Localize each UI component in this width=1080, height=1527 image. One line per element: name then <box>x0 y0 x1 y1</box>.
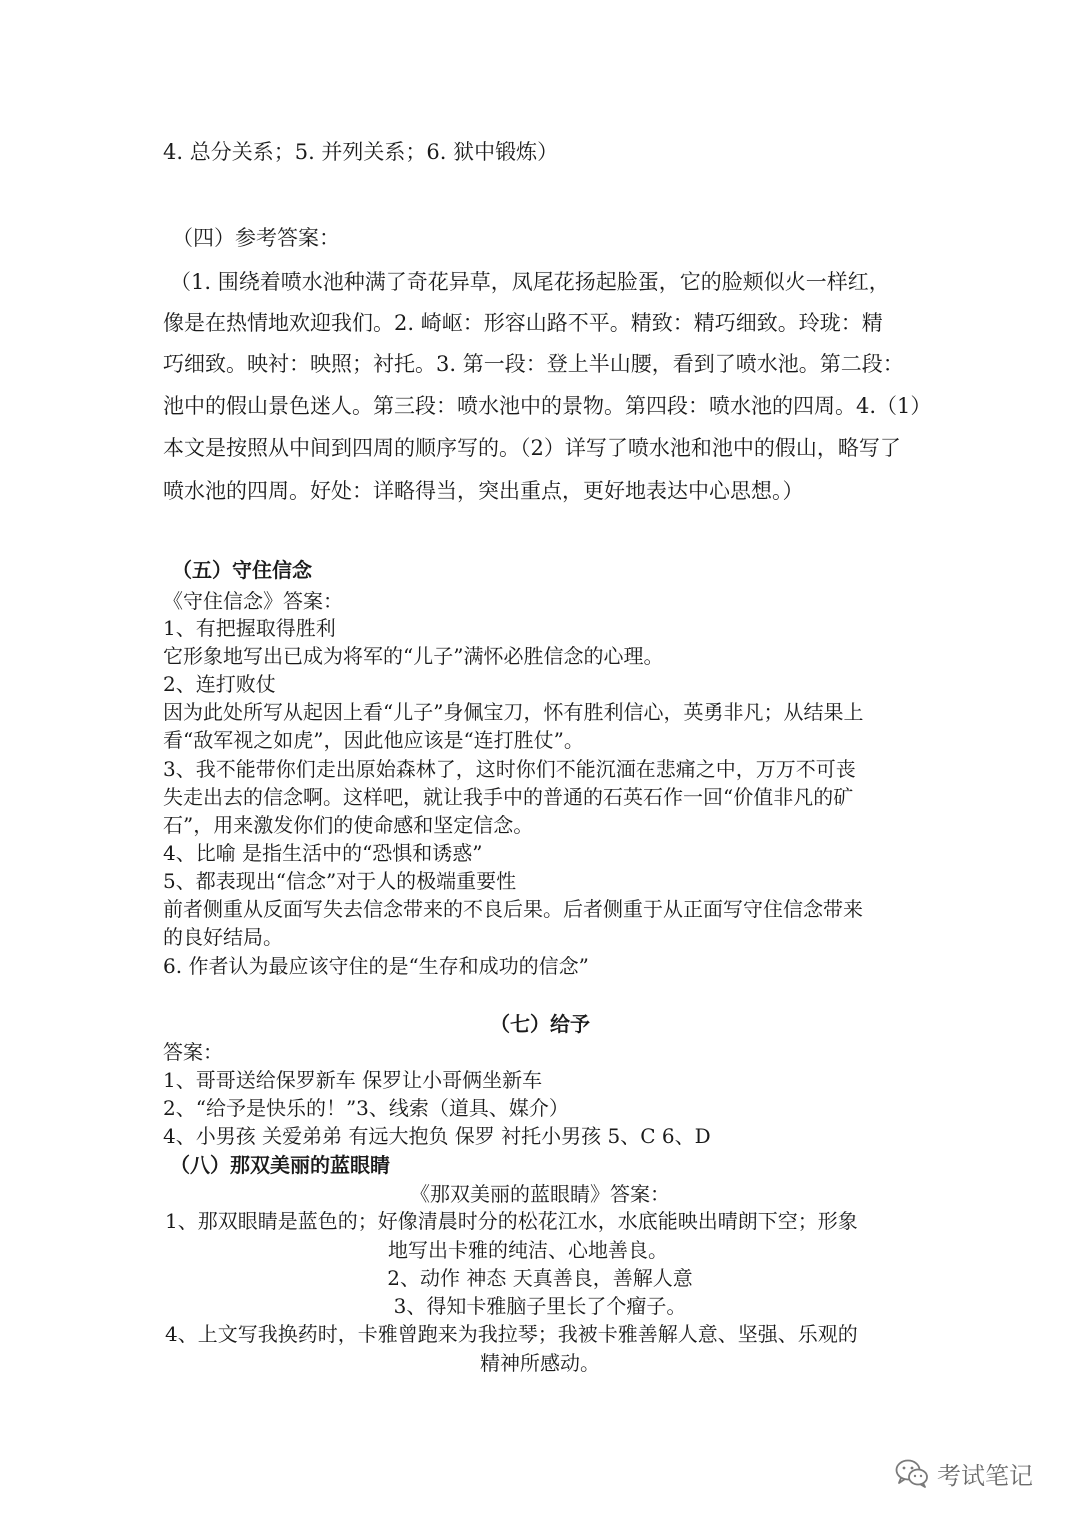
section-5-line: 1、有把握取得胜利 <box>163 616 336 640</box>
section-7-heading: （七）给予 <box>490 1012 590 1036</box>
section-5-heading: （五）守住信念 <box>172 558 312 582</box>
section-5-line: 前者侧重从反面写失去信念带来的不良后果。后者侧重于从正面写守住信念带来 <box>163 897 863 921</box>
section-8-line: 1、那双眼睛是蓝色的；好像清晨时分的松花江水，水底能映出晴朗下空；形象 <box>165 1209 858 1233</box>
section-8-line: 3、得知卡雅脑子里长了个瘤子。 <box>393 1294 687 1318</box>
section-7-line: 1、哥哥送给保罗新车 保罗让小哥俩坐新车 <box>163 1068 543 1092</box>
section-5-line: 失走出去的信念啊。这样吧，就让我手中的普通的石英石作一回“价值非凡的矿 <box>163 785 854 809</box>
section-5-line: 5、都表现出“信念”对于人的极端重要性 <box>163 869 517 893</box>
wechat-icon <box>895 1458 929 1488</box>
section-5-line: 看“敌军视之如虎”，因此他应该是“连打胜仗”。 <box>163 728 584 752</box>
section-4-heading: （四）参考答案： <box>172 226 340 250</box>
section-8-line: 2、动作 神态 天真善良，善解人意 <box>387 1266 693 1290</box>
section-8-line: 地写出卡雅的纯洁、心地善良。 <box>388 1238 668 1262</box>
section-5-line: 4、比喻 是指生活中的“恐惧和诱惑” <box>163 841 483 865</box>
section-7-line: 4、小男孩 关爱弟弟 有远大抱负 保罗 衬托小男孩 5、C 6、D <box>163 1124 711 1148</box>
section-5-line: 石”，用来激发你们的使命感和坚定信念。 <box>163 813 534 837</box>
section-4-line: 巧细致。映衬：映照；衬托。3. 第一段：登上半山腰，看到了喷水池。第二段： <box>163 352 904 376</box>
section-5-line: 因为此处所写从起因上看“儿子”身佩宝刀，怀有胜利信心，英勇非凡；从结果上 <box>163 700 864 724</box>
section-7-line: 2、“给予是快乐的！”3、线索（道具、媒介） <box>163 1096 569 1120</box>
section-5-line: 它形象地写出已成为将军的“儿子”满怀必胜信念的心理。 <box>163 644 664 668</box>
section-5-line: 《守住信念》答案： <box>163 589 343 613</box>
section-5-line: 的良好结局。 <box>163 925 283 949</box>
section-5-line: 2、连打败仗 <box>163 672 276 696</box>
watermark <box>895 1453 1033 1493</box>
section-8-title: 《那双美丽的蓝眼睛》答案： <box>410 1182 670 1206</box>
section-8-line: 精神所感动。 <box>480 1351 600 1375</box>
section-8-heading: （八）那双美丽的蓝眼睛 <box>170 1153 390 1177</box>
section-8-line: 4、上文写我换药时，卡雅曾跑来为我拉琴；我被卡雅善解人意、坚强、乐观的 <box>165 1322 858 1346</box>
section-7-line: 答案： <box>163 1040 223 1064</box>
section-5-line: 3、我不能带你们走出原始森林了，这时你们不能沉湎在悲痛之中，万万不可丧 <box>163 757 856 781</box>
section-5-line: 6. 作者认为最应该守住的是“生存和成功的信念” <box>163 954 589 978</box>
answer-line-4-6: 4. 总分关系；5. 并列关系；6. 狱中锻炼） <box>163 140 559 164</box>
section-4-line: 像是在热情地欢迎我们。2. 崎岖：形容山路不平。精致：精巧细致。玲珑：精 <box>163 311 883 335</box>
section-4-line: （1. 围绕着喷水池种满了奇花异草，凤尾花扬起脸蛋，它的脸颊似火一样红， <box>170 270 890 294</box>
section-4-line: 池中的假山景色迷人。第三段：喷水池中的景物。第四段：喷水池的四周。4.（1） <box>163 394 932 418</box>
watermark-text: 考试笔记 <box>937 1461 1033 1490</box>
section-4-line: 喷水池的四周。好处：详略得当，突出重点，更好地表达中心思想。） <box>163 479 804 503</box>
section-4-line: 本文是按照从中间到四周的顺序写的。（2）详写了喷水池和池中的假山，略写了 <box>163 436 901 460</box>
